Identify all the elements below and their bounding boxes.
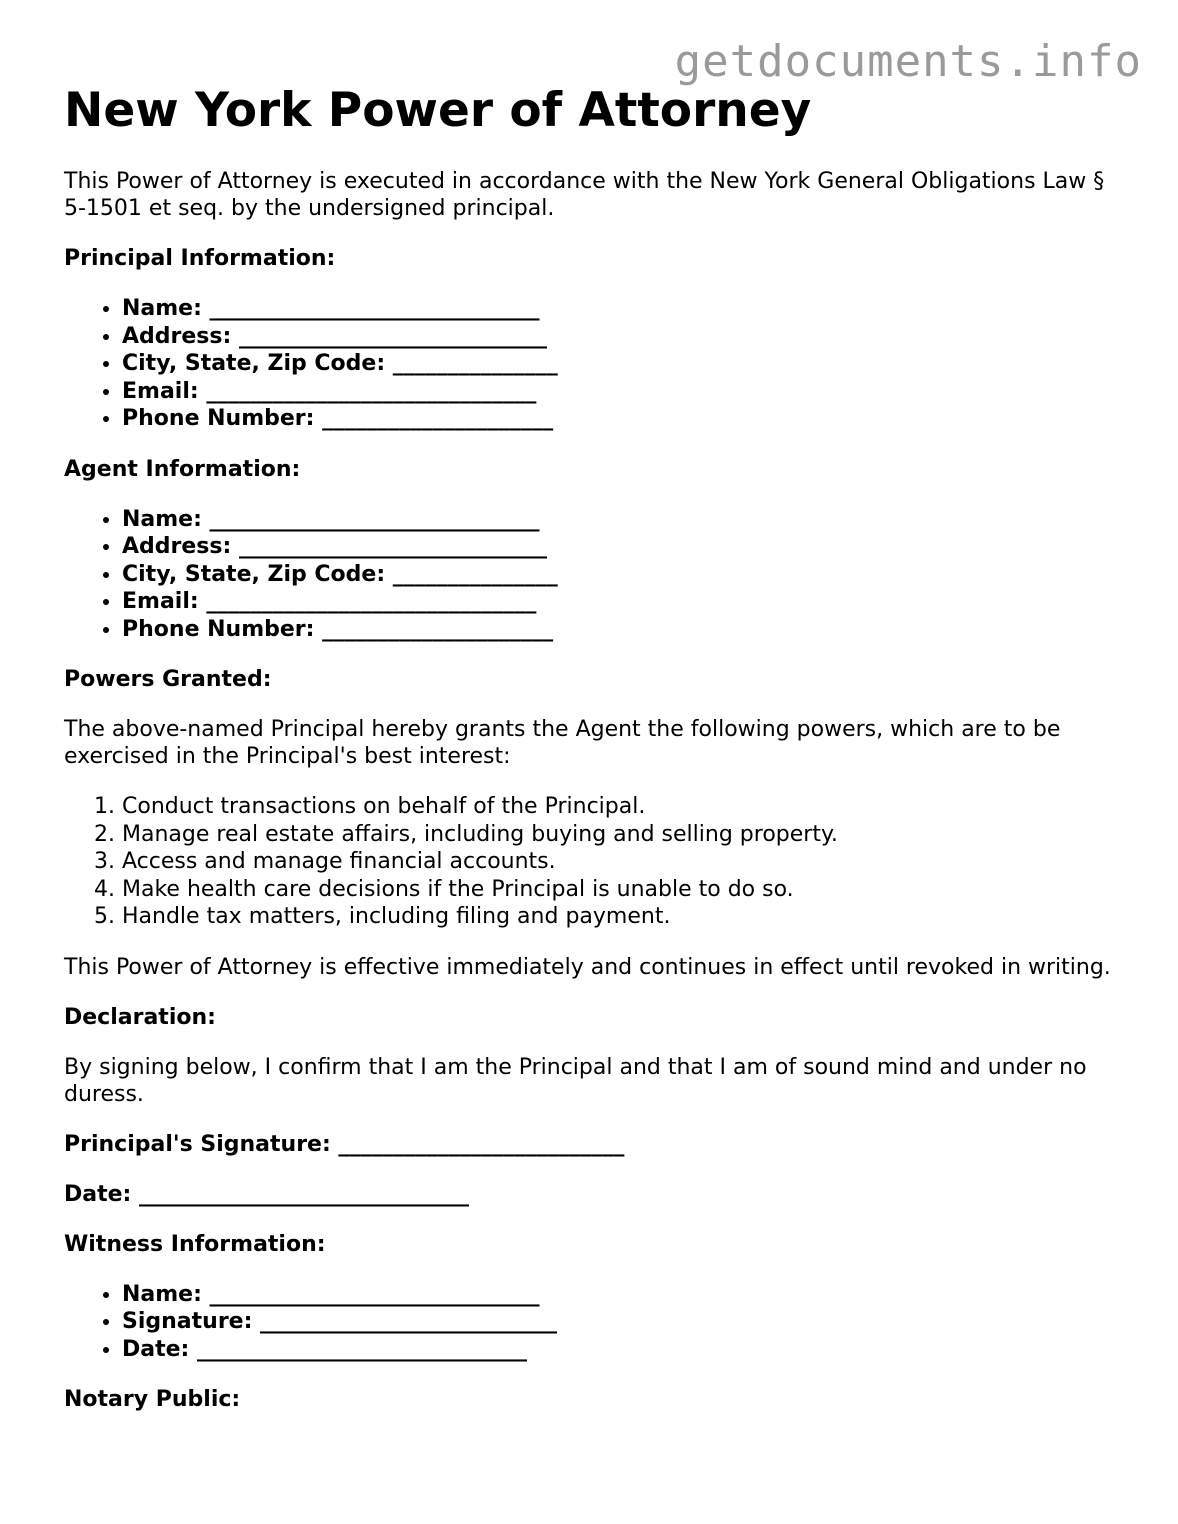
agent-heading: Agent Information:	[64, 456, 301, 482]
power-item: 5. Handle tax matters, including filing and payment.	[122, 903, 1124, 931]
agent-email-field: • Email: ______________________________	[122, 588, 1124, 616]
powers-list	[64, 793, 1124, 931]
agent-address-field: • Address: ____________________________	[122, 533, 1124, 561]
witness-date-field: • Date: ______________________________	[122, 1336, 1124, 1364]
agent-phone-field: • Phone Number: _____________________	[122, 616, 1124, 644]
power-item: 4. Make health care decisions if the Principal is unable to do so.	[122, 876, 1124, 904]
principal-address-field: • Address: ____________________________	[122, 323, 1124, 351]
intro-paragraph: This Power of Attorney is executed in accordance with the New York General Obligations Law § 5-1501 et seq. by the undersigned principal.	[64, 169, 1105, 221]
principal-city-field: • City, State, Zip Code: _______________	[122, 350, 1124, 378]
principal-name-field: • Name: ______________________________	[122, 295, 1124, 323]
power-item: 1. Conduct transactions on behalf of the Principal.	[122, 793, 1124, 821]
principal-fields	[64, 295, 1124, 433]
agent-name-field: • Name: ______________________________	[122, 506, 1124, 534]
principal-signature-line: Principal's Signature: __________________________	[64, 1131, 625, 1157]
power-item: 3. Access and manage financial accounts.	[122, 848, 1124, 876]
principal-heading: Principal Information:	[64, 246, 336, 271]
agent-city-field: • City, State, Zip Code: _______________	[122, 561, 1124, 589]
effective-paragraph: This Power of Attorney is effective immediately and continues in effect until revoked in writing.	[64, 954, 1111, 980]
power-item: 2. Manage real estate affairs, including buying and selling property.	[122, 821, 1124, 849]
declaration-heading: Declaration:	[64, 1004, 216, 1030]
date-line: Date: ______________________________	[64, 1181, 470, 1207]
powers-heading: Powers Granted:	[64, 667, 272, 692]
witness-name-field: • Name: ______________________________	[122, 1281, 1124, 1309]
document-page	[64, 78, 1124, 1436]
watermark: getdocuments.info	[674, 36, 1142, 87]
principal-email-field: • Email: ______________________________	[122, 378, 1124, 406]
agent-fields	[64, 506, 1124, 644]
witness-heading: Witness Information:	[64, 1231, 326, 1257]
declaration-text: By signing below, I confirm that I am the Principal and that I am of sound mind and under no duress.	[64, 1054, 1087, 1107]
document-title: New York Power of Attorney	[64, 83, 812, 138]
witness-signature-field: • Signature: ___________________________	[122, 1308, 1124, 1336]
witness-fields	[64, 1281, 1124, 1364]
notary-heading: Notary Public:	[64, 1387, 241, 1412]
principal-phone-field: • Phone Number: _____________________	[122, 405, 1124, 433]
powers-intro: The above-named Principal hereby grants the Agent the following powers, which are to be exercised in the Principal's best interest:	[64, 717, 1061, 769]
